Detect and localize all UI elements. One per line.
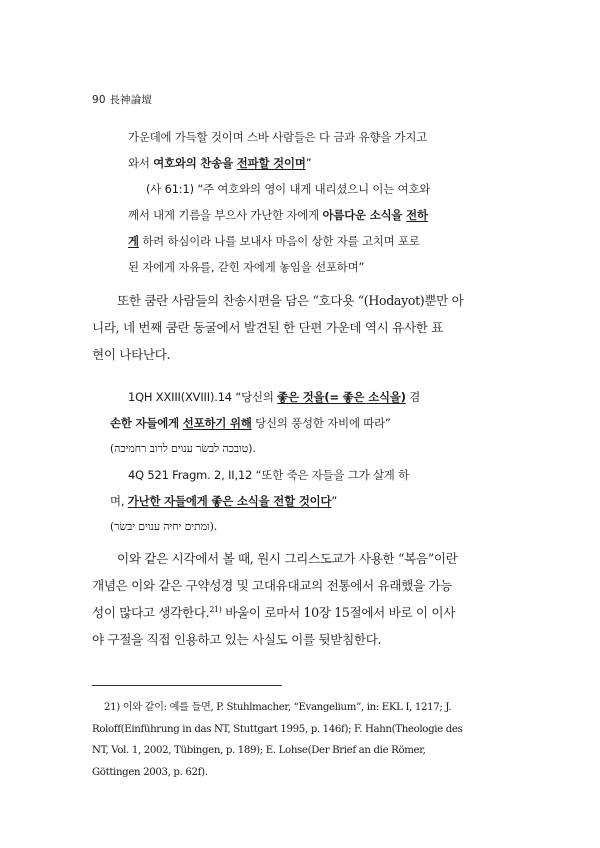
bold-phrase: 손한 자들에게 <box>110 416 183 430</box>
qumran-quote-block <box>110 384 450 540</box>
quote-line: 1QH XXIII(XVIII).14 “당신의 좋은 것을(= 좋은 소식을) 겸 <box>128 390 421 404</box>
paragraph-line: 개념은 이와 같은 구약성경 및 고대유대교의 전통에서 유래했을 가능 <box>92 578 453 593</box>
paragraph-line: 이와 같은 시각에서 볼 때, 원시 그리스도교가 사용한 “복음”이란 <box>117 551 458 566</box>
underlined-phrase: 전하 <box>406 208 428 222</box>
paragraph-line: 야 구절을 직접 인용하고 있는 사실도 이를 뒷받침한다. <box>92 632 382 647</box>
body-paragraph <box>92 545 510 653</box>
footnote-line: Göttingen 2003, p. 62f). <box>92 766 208 778</box>
underlined-phrase: 선포하기 위해 <box>182 416 252 430</box>
paragraph-line: 성이 많다고 생각한다.$^{21)}$ 바울이 로마서 10장 15절에서 바로 이 이사 <box>92 604 456 620</box>
quote-line: 게 하려 하심이라 나를 보내사 마음이 상한 자를 고치며 포로 <box>128 234 420 248</box>
journal-title: 長神論壇 <box>109 94 153 106</box>
quote-line: 4Q 521 Fragm. 2, II,12 “또한 죽은 자들을 그가 살게 하 <box>128 468 409 482</box>
footnote-line: 21) 이와 같이: 예를 들면, P. Stuhlmacher, “Evangelium”, in: EKL I, 1217; J. <box>104 702 452 713</box>
paragraph-line: 니라, 네 번째 쿰란 동굴에서 발견된 한 단편 가운데 역시 유사한 표 <box>92 320 444 335</box>
hebrew-text: (טובכה לבשׂר ענוים לרוב רחמיכה). <box>110 442 256 455</box>
running-header <box>92 92 152 107</box>
hebrew-text: (ומתים יחיה ענוים יבשׂר). <box>110 520 218 533</box>
page-number: 90 <box>92 94 106 106</box>
bold-phrase: 여호와의 찬송을 <box>153 156 237 170</box>
footnote-line: NT, Vol. 1, 2002, Tübingen, p. 189); E. Lohse(Der Brief an die Römer, <box>92 745 426 756</box>
quote-line: 와서 여호와의 찬송을 전파할 것이며” <box>128 156 312 170</box>
scripture-quote-block <box>128 124 450 280</box>
underlined-phrase: 가난한 자들에게 좋은 소식을 전할 것이다 <box>127 494 332 508</box>
quote-line: 손한 자들에게 선포하기 위해 당신의 풍성한 자비에 따라” <box>110 416 391 430</box>
quote-line: 께서 내게 기름을 부으사 가난한 자에게 아름다운 소식을 전하 <box>128 208 428 222</box>
footnote-line: Roloff(Einführung in das NT, Stuttgart 1995, p. 146f); F. Hahn(Theologie des <box>92 723 463 735</box>
quote-line: 가운데에 가득할 것이며 스바 사람들은 다 금과 유향을 가지고 <box>128 130 428 144</box>
footnote-divider <box>92 685 282 686</box>
quote-line: 된 자에게 자유를, 갇힌 자에게 놓임을 선포하며” <box>128 260 365 274</box>
underlined-phrase: 전파할 것이며 <box>236 156 306 170</box>
underlined-phrase: 게 <box>128 234 139 248</box>
underlined-phrase: 좋은 것을(= 좋은 소식을) <box>277 390 406 404</box>
footnote-reference[interactable]: 21) <box>209 604 222 614</box>
body-paragraph <box>92 287 510 368</box>
footnote <box>92 697 512 783</box>
quote-line: 며, 가난한 자들에게 좋은 소식을 전할 것이다” <box>110 494 338 508</box>
quote-line: (사 61:1) “주 여호와의 영이 내게 내리셨으니 이는 여호와 <box>146 182 431 196</box>
paragraph-line: 또한 쿰란 사람들의 찬송시편을 담은 “호다욧 “(Hodayot)뿐만 아 <box>117 293 464 308</box>
paragraph-line: 현이 나타난다. <box>92 347 171 362</box>
bold-phrase: 아름다운 소식을 <box>322 208 407 222</box>
